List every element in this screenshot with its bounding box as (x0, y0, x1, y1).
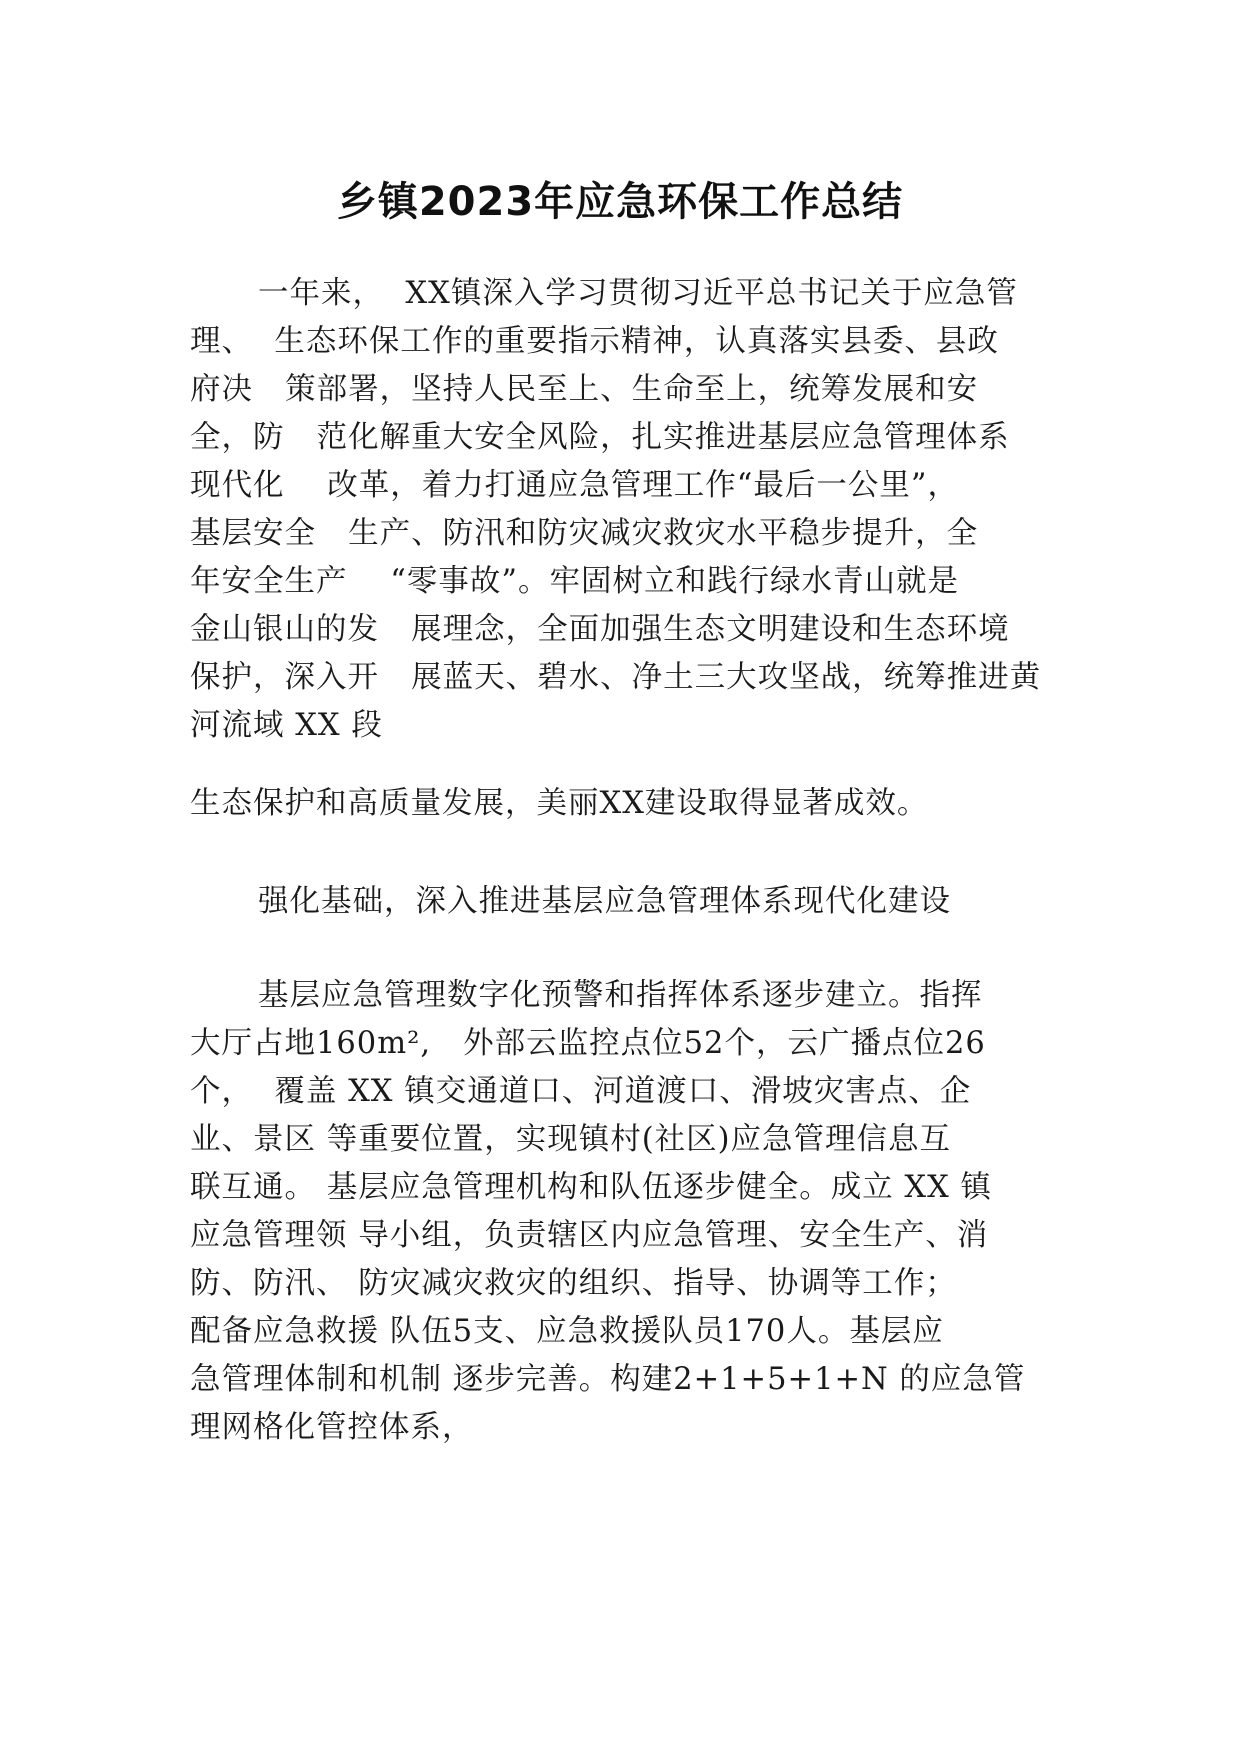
paragraph-line: 基层应急管理数字化预警和指挥体系逐步建立。指挥 (258, 978, 983, 1013)
section-heading: 强化基础，深入推进基层应急管理体系现代化建设 (258, 884, 951, 919)
paragraph-line: 全，防 范化解重大安全风险，扎实推进基层应急管理体系 (190, 420, 1010, 455)
document-title: 乡镇2023年应急环保工作总结 (336, 179, 904, 225)
paragraph-line: 理、 生态环保工作的重要指示精神，认真落实县委、县政 (190, 324, 999, 359)
paragraph-line: 年安全生产 “零事故”。牢固树立和践行绿水青山就是 (190, 564, 959, 599)
paragraph-line: 防、防汛、 防灾减灾救灾的组织、指导、协调等工作； (190, 1266, 957, 1301)
paragraph-line: 现代化 改革，着力打通应急管理工作“最后一公里”， (190, 468, 959, 503)
paragraph-line: 府决 策部署，坚持人民至上、生命至上，统筹发展和安 (190, 372, 979, 407)
paragraph-line: 一年来， XX镇深入学习贯彻习近平总书记关于应急管 (258, 276, 1018, 311)
paragraph-line: 河流域 XX 段 (190, 708, 383, 743)
paragraph-line: 应急管理领 导小组，负责辖区内应急管理、安全生产、消 (190, 1218, 989, 1253)
paragraph-line: 配备应急救援 队伍5支、应急救援队员170人。基层应 (190, 1314, 944, 1349)
paragraph-line: 急管理体制和机制 逐步完善。构建2+1+5+1+N 的应急管 (190, 1362, 1026, 1397)
paragraph-line: 基层安全 生产、防汛和防灾减灾救灾水平稳步提升，全 (190, 516, 979, 551)
paragraph-line: 大厅占地160m², 外部云监控点位52个，云广播点位26 (190, 1026, 986, 1061)
paragraph-line: 保护，深入开 展蓝天、碧水、净土三大攻坚战，统筹推进黄 (190, 660, 1042, 695)
paragraph-line: 业、景区 等重要位置，实现镇村(社区)应急管理信息互 (190, 1122, 951, 1157)
paragraph-line: 生态保护和高质量发展，美丽XX建设取得显著成效。 (190, 786, 929, 821)
paragraph-line: 理网格化管控体系， (190, 1410, 474, 1445)
paragraph-line: 个， 覆盖 XX 镇交通道口、河道渡口、滑坡灾害点、企 (190, 1074, 972, 1109)
paragraph-line: 联互通。 基层应急管理机构和队伍逐步健全。成立 XX 镇 (190, 1170, 993, 1205)
paragraph-line: 金山银山的发 展理念，全面加强生态文明建设和生态环境 (190, 612, 1010, 647)
